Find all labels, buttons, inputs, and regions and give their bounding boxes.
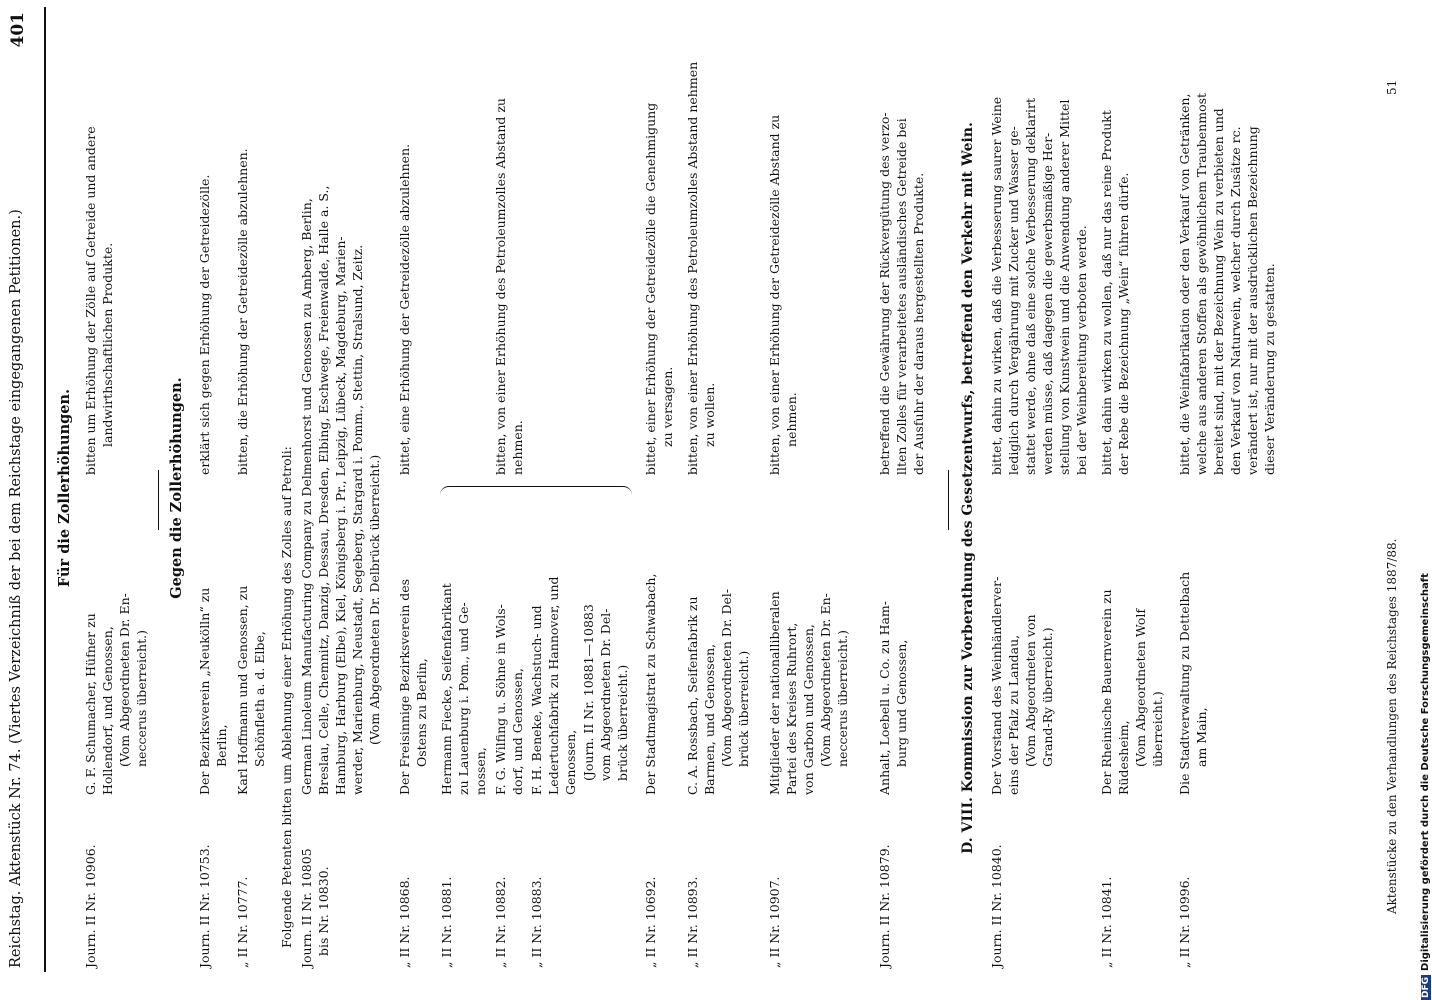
request-line: den Verkauf von Naturwein, welcher durch Zusätze rc.	[1228, 126, 1243, 475]
request-line: der Ausfuhr der daraus hergestellten Produkte.	[911, 172, 926, 475]
request-for-1	[82, 5, 116, 475]
petitioner-d-3	[1176, 495, 1210, 795]
brace-note-line: brück überreicht.)	[615, 664, 630, 781]
petitioner-line: Barmen, und Genossen,	[702, 643, 717, 795]
page-number: 401	[8, 12, 28, 48]
following-line: Hamburg, Harburg (Elbe), Kiel, Königsberg i. Pr., Leipzig, Lübeck, Magdeburg, Marien-	[333, 236, 348, 795]
following-intro: Folgende Petenten bitten um Ablehnung einer Erhöhung des Zolles auf Petroli:	[279, 446, 294, 948]
page-header	[0, 0, 44, 1000]
petitioner-line: neccerus überreicht.)	[134, 630, 149, 767]
request-line: llten Zolles für verarbeitetes ausländisches Getreide bei	[894, 118, 909, 475]
request-line: werden müsse, daß dagegen die gewerbsmäßige Her-	[1040, 132, 1055, 475]
request-line: bittet, dahin wirken zu wollen, daß nur das reine Produkt	[1099, 110, 1114, 475]
ref-against-9: „ II Nr. 10907.	[767, 876, 782, 968]
petitioner-line: (Vom Abgeordneten von	[1023, 614, 1038, 767]
following-list	[298, 5, 383, 795]
request-line: lediglich durch Vergährung mit Zucker und Wasser ge-	[1006, 126, 1021, 475]
request-line: bitten, von einer Erhöhung des Petroleumzolles Abstand zu	[493, 98, 508, 475]
request-line: bitten um Erhöhung der Zölle auf Getreide und andere	[83, 126, 98, 475]
request-against-10	[876, 5, 927, 475]
petitioner-line: dorf, und Genossen,	[510, 668, 525, 795]
following-line: Breslau, Celle, Chemnitz, Danzig, Dessau, Dresden, Elbing, Eschwege, Freienwalde, Halle a. S.,	[316, 185, 331, 795]
petitioner-line: Hollendorf, und Genossen,	[100, 626, 115, 795]
request-line: zu versagen.	[660, 366, 675, 447]
ref-against-2: „ II Nr. 10777.	[235, 876, 250, 968]
following-ref	[298, 808, 332, 968]
header-title: Reichstag. Aktenstück Nr. 74. (Viertes Verzeichniß der bei dem Reichstage eingegangenen Petitionen.)	[8, 209, 24, 968]
digitization-text: Digitalisierung gefördert durch die Deutsche Forschungsgemeinschaft	[1420, 573, 1431, 971]
petitioner-line: Schönfleth a. d. Elbe,	[252, 631, 267, 767]
petitioner-line: F. H. Beneke, Wachstuch- und	[529, 605, 544, 795]
petitioner-line: zu Lauenburg i. Pom., und Ge-	[456, 602, 471, 795]
petitioner-d-1	[988, 495, 1056, 795]
petitioner-against-9	[766, 495, 851, 795]
footer-sheet-number: 51	[1385, 79, 1399, 95]
ref-d-1: Journ. II Nr. 10840.	[989, 844, 1004, 968]
ref-line: Journ. II Nr. 10805	[299, 848, 314, 968]
ref-against-8: „ II Nr. 10893.	[685, 876, 700, 968]
request-line: stellung von Kunstwein und die Anwendung anderer Mittel	[1057, 99, 1072, 475]
request-line: stattet werde, ohne daß eine solche Verbesserung deklarirt	[1023, 97, 1038, 475]
request-against-9	[766, 5, 800, 475]
petitioner-line: Karl Hoffmann und Genossen, zu	[235, 585, 250, 795]
ref-line: bis Nr. 10830.	[316, 866, 331, 956]
request-against-2: bitten, die Erhöhung der Getreidezölle abzulehnen.	[235, 148, 250, 475]
brace-note	[580, 481, 631, 795]
ref-d-3: „ II Nr. 10996.	[1177, 876, 1192, 968]
heading-commission: D. VIII. Kommission zur Vorberathung des Gesetzentwurfs, betreffend den Verkehr mit Wein.	[960, 122, 976, 854]
ref-against-1: Journ. II Nr. 10753.	[197, 844, 212, 968]
request-line: bitten, von einer Erhöhung der Getreidezölle Abstand zu	[767, 114, 782, 475]
divider	[158, 470, 159, 530]
request-against-3: bittet, eine Erhöhung der Getreidezölle abzulehnen.	[397, 143, 412, 475]
petitioner-line: burg und Genossen,	[894, 639, 909, 767]
petitioner-for-1	[82, 495, 150, 795]
request-line: nehmen.	[784, 392, 799, 447]
petitioner-against-5	[492, 495, 526, 795]
brace-right	[440, 486, 632, 495]
petitioner-line: Genossen,	[563, 729, 578, 795]
petitioner-line: Grand-Ry überreicht.)	[1040, 627, 1055, 767]
following-note: (Vom Abgeordneten Dr. Delbrück überreicht.)	[367, 454, 382, 745]
petitioner-against-10	[876, 495, 910, 795]
ref-against-4: „ II Nr. 10881.	[439, 876, 454, 968]
petitioner-d-2	[1098, 495, 1166, 795]
heading-for: Für die Zollerhöhungen.	[56, 388, 73, 588]
petitioner-line: Mitglieder der nationalliberalen	[767, 591, 782, 795]
petitioner-line: Ostens zu Berlin,	[414, 658, 429, 767]
petitioner-line: (Vom Abgeordneten Dr. En-	[818, 593, 833, 767]
request-against-7	[642, 5, 676, 475]
petitioner-against-7: Der Stadtmagistrat zu Schwabach,	[643, 573, 658, 795]
request-line: bei der Weinbereitung verboten werde.	[1074, 225, 1089, 475]
request-line: zu wollen.	[702, 382, 717, 447]
request-line: bereitet sind, mit der Bezeichnung Wein zu verbieten und	[1211, 108, 1226, 475]
header-rule	[44, 7, 46, 972]
petitioner-against-8	[684, 495, 752, 795]
petitioner-line: am Main,	[1194, 707, 1209, 767]
ref-against-6: „ II Nr. 10883.	[529, 876, 544, 968]
request-line: nehmen.	[510, 420, 525, 475]
petitioner-against-4	[438, 495, 489, 795]
petitioner-line: (Vom Abgeordneten Dr. En-	[117, 593, 132, 767]
petitioner-line: Der Freisinnige Bezirksverein des	[397, 578, 412, 795]
dfg-logo: DFG	[1421, 976, 1431, 998]
request-line: bittet, dahin zu wirken, daß die Verbesserung saurer Weine	[989, 96, 1004, 475]
petitioner-line: Partei des Kreises Ruhrort,	[784, 622, 799, 795]
petitioner-line: Berlin,	[214, 724, 229, 767]
petitioner-line: Ledertuchfabrik zu Hannover, und	[546, 576, 561, 795]
request-line: welche aus anderen Stoffen als gewöhnlichem Traubenmost	[1194, 92, 1209, 475]
following-line: German Linoleum Manufacturing Company zu Delmenhorst und Genossen zu Amberg, Berlin,	[299, 198, 314, 795]
request-line: der Rebe die Bezeichnung „Wein“ führen dürfe.	[1116, 172, 1131, 475]
petitioner-line: neccerus überreicht.)	[835, 630, 850, 767]
ref-against-7: „ II Nr. 10692.	[643, 876, 658, 968]
request-d-1	[988, 5, 1090, 475]
petitioner-line: (Vom Abgeordneten Wolf	[1133, 608, 1148, 767]
request-line: betreffend die Gewährung der Rückvergütung des verzo-	[877, 112, 892, 475]
petitioner-line: (Vom Abgeordneten Dr. Del-	[719, 588, 734, 767]
petitioner-line: Anhalt, Loebell u. Co. zu Ham-	[877, 601, 892, 795]
request-against-1: erklärt sich gegen Erhöhung der Getreidezölle.	[197, 174, 212, 475]
petitioner-line: F. G. Wilfing u. Söhne in Wols-	[493, 604, 508, 795]
footer-source: Aktenstücke zu den Verhandlungen des Reichstages 1887/88.	[1385, 538, 1399, 914]
petitioner-against-3	[396, 495, 430, 795]
petitioner-line: C. A. Rossbach, Seifenfabrik zu	[685, 596, 700, 795]
ref-against-5: „ II Nr. 10882.	[493, 876, 508, 968]
request-d-2	[1098, 5, 1132, 475]
request-against-8	[684, 5, 718, 475]
petitioner-against-1	[196, 495, 230, 795]
petitioner-line: Der Rheinische Bauernverein zu	[1099, 589, 1114, 795]
petitioner-line: nossen,	[473, 747, 488, 795]
petitioner-against-2	[234, 495, 268, 795]
petitioner-line: G. F. Schumacher, Hüfner zu	[83, 613, 98, 795]
ref-for-1: Journ. II Nr. 10906.	[83, 844, 98, 968]
petitioner-line: überreicht.)	[1150, 691, 1165, 767]
petitioner-line: Die Stadtverwaltung zu Dettelbach	[1177, 571, 1192, 795]
brace-note-line: vom Abgeordneten Dr. Del-	[598, 608, 613, 781]
petitioner-against-6	[528, 495, 579, 795]
request-against-5	[492, 5, 526, 475]
heading-against: Gegen die Zollerhöhungen.	[168, 377, 185, 599]
request-line: bittet, die Weinfabrikation oder den Verkauf von Getränken,	[1177, 93, 1192, 475]
petitioner-line: Rüdesheim,	[1116, 720, 1131, 795]
request-line: bitten, von einer Erhöhung des Petroleumzolles Abstand nehmen	[685, 61, 700, 475]
request-d-3	[1176, 5, 1278, 475]
request-line: dieser Veränderung zu gestatten.	[1262, 263, 1277, 475]
ref-d-2: „ II Nr. 10841.	[1099, 876, 1114, 968]
divider	[948, 470, 949, 530]
petitioner-line: brück überreicht.)	[736, 650, 751, 767]
ref-against-3: „ II Nr. 10868.	[397, 876, 412, 968]
brace-note-line: (Journ. II Nr. 10881—10883	[581, 604, 596, 781]
request-line: bittet, einer Erhöhung der Getreidezölle die Genehmigung	[643, 102, 658, 475]
following-line: werder, Marienburg, Neustadt, Segeberg, Stargard i. Pomm., Stettin, Stralsund, Zeitz.	[350, 244, 365, 795]
digitization-note	[1420, 0, 1432, 1000]
request-line: verändert ist, nur mit der ausdrücklichen Bezeichnung	[1245, 126, 1260, 475]
petitioner-line: eins der Pfalz zu Landau,	[1006, 634, 1021, 795]
petitioner-line: Hermann Fiecke, Seifenfabrikant	[439, 583, 454, 795]
petitioner-line: von Garbon und Genossen,	[801, 624, 816, 795]
petitioner-line: Der Bezirksverein „Neukölln“ zu	[197, 587, 212, 795]
ref-against-10: Journ. II Nr. 10879.	[877, 844, 892, 968]
petitioner-line: Der Vorstand des Weinhändlerver-	[989, 576, 1004, 795]
request-line: landwirthschaftlichen Produkte.	[100, 242, 115, 447]
